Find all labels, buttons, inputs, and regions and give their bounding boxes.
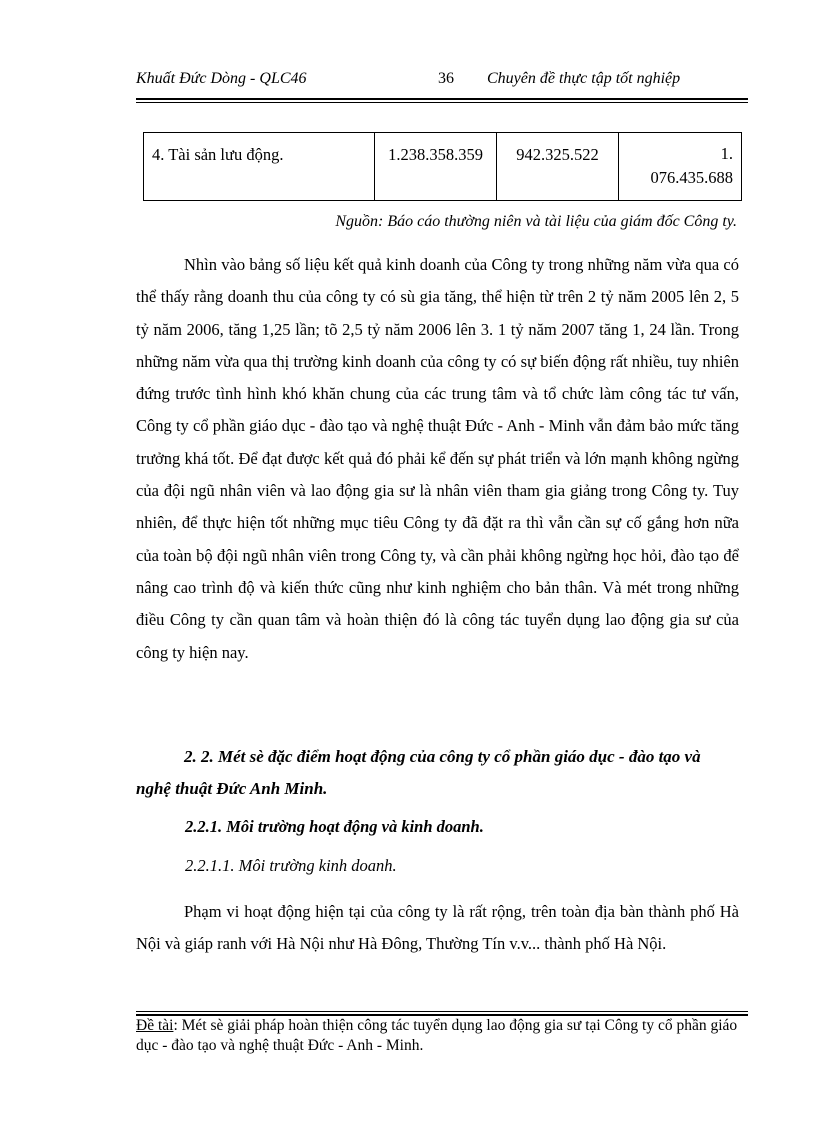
section-heading: 2. 2. Mét sè đặc điểm hoạt động của công ty cổ phần giáo dục - đào tạo và nghệ thuật Đức Anh Minh. xyxy=(136,747,701,798)
table-row xyxy=(144,133,742,201)
body-paragraph-2: Phạm vi hoạt động hiện tại của công ty là rất rộng, trên toàn địa bàn thành phố Hà Nội và giáp ranh với Hà Nội như Hà Đông, Thường Tín v.v... thành phố Hà Nội. xyxy=(136,902,739,954)
header-rule-thin xyxy=(136,102,748,103)
financial-table xyxy=(143,132,742,201)
header-rule xyxy=(136,98,748,100)
table-cell-2007-line2: 076.435.688 xyxy=(650,168,733,187)
footer-topic xyxy=(136,1016,748,1056)
table-cell-2007 xyxy=(619,133,742,201)
table-cell-2005: 1.238.358.359 xyxy=(375,133,497,201)
body-paragraph-1: Nhìn vào bảng số liệu kết quả kinh doanh của Công ty trong những năm vừa qua có thể thấy rằng doanh thu của công ty có sù gia tăng, thể hiện từ trên 2 tỷ năm 2005 lên 2, 5 tỷ năm 2006, tăng 1,25 lần; tõ 2,5 tỷ năm 2006 lên 3. 1 tỷ năm 2007 tăng 1, 24 lần. Trong những năm vừa qua thị trường kinh doanh của công ty có sự biến động rất nhiều, tuy nhiên đứng trước tình hình khó khăn chung của các trung tâm và tổ chức làm công tác tư vấn, Công ty cổ phần giáo dục - đào tạo và nghệ thuật Đức - Anh - Minh vẫn đảm bảo mức tăng trưởng khá tốt. Để đạt được kết quả đó phải kể đến sự phát triển và lớn mạnh không ngừng của đội ngũ nhân viên và lao động gia sư là nhân viên tham gia giảng trong Công ty. Tuy nhiên, để thực hiện tốt những mục tiêu Công ty đã đặt ra thì vẫn cần sự cố gắng hơn nữa của toàn bộ đội ngũ nhân viên trong Công ty, và cần phải không ngừng học hỏi, đào tạo để nâng cao trình độ và kiến thức cũng như kinh nghiệm cho bản thân. Và mét trong những điều Công ty cần quan tâm và hoàn thiện đó là công tác tuyển dụng lao động gia sư của công ty hiện nay. xyxy=(136,255,739,662)
header-author: Khuất Đức Dòng - QLC46 xyxy=(136,70,307,87)
table-cell-label: 4. Tài sản lưu động. xyxy=(144,133,375,201)
subheading-2-2-1: 2.2.1. Môi trường hoạt động và kinh doanh. xyxy=(185,817,484,836)
table-cell-2007-line1: 1. xyxy=(720,144,733,163)
footer-topic-label: Đề tài xyxy=(136,1017,174,1034)
header-doc-title: Chuyên đề thực tập tốt nghiệp xyxy=(487,70,681,87)
table-cell-2006: 942.325.522 xyxy=(497,133,619,201)
header-page-number: 36 xyxy=(438,70,454,87)
footer-rule-thin xyxy=(136,1011,748,1012)
source-note: Nguồn: Báo cáo thường niên và tài liệu của giám đốc Công ty. xyxy=(335,213,737,230)
subheading-2-2-1-1: 2.2.1.1. Môi trường kinh doanh. xyxy=(185,856,397,875)
footer-topic-text: : Mét sè giải pháp hoàn thiện công tác tuyển dụng lao động gia sư tại Công ty cổ phần giáo dục - đào tạo và nghệ thuật Đức - Anh - Minh. xyxy=(136,1017,738,1054)
